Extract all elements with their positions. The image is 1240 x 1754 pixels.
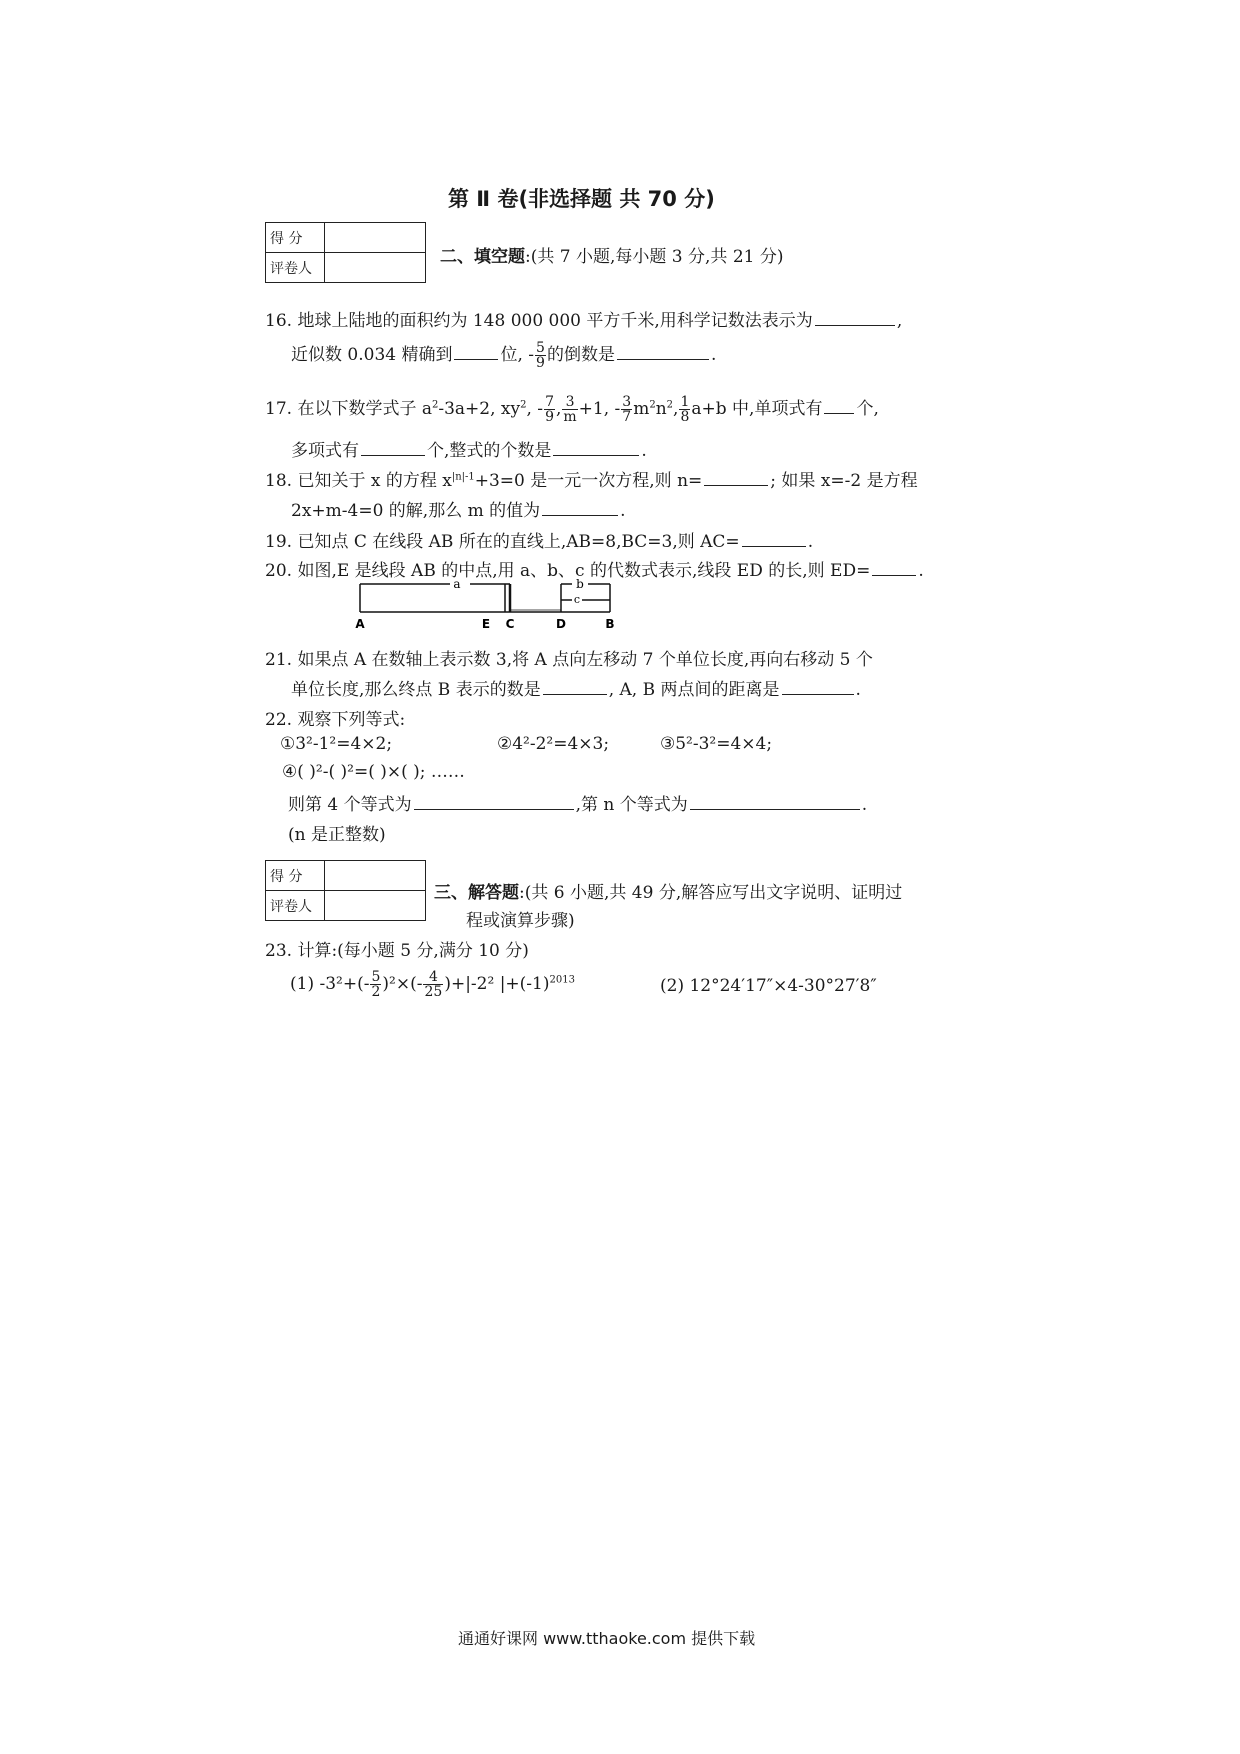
score-label: 得 分 [266, 861, 325, 891]
grader-cell [325, 891, 426, 921]
question-16-line-1: 16. 地球上陆地的面积约为 148 000 000 平方千米,用科学记数法表示为 , [265, 311, 903, 331]
footer-text: 通通好课网 www.tthaoke.com 提供下载 [458, 1629, 756, 1648]
label-a: a [453, 577, 461, 591]
answer-blank[interactable] [543, 679, 607, 695]
question-23: 23. 计算:(每小题 5 分,满分 10 分) [265, 941, 529, 961]
question-20: 20. 如图,E 是线段 AB 的中点,用 a、b、c 的代数式表示,线段 ED 的长,则 ED= . [265, 561, 924, 581]
answer-blank[interactable] [542, 500, 618, 516]
fraction: $\frac{3}{m}$ [563, 394, 577, 425]
question-21-line-1: 21. 如果点 A 在数轴上表示数 3,将 A 点向左移动 7 个单位长度,再向右移动 5 个 [265, 650, 873, 670]
point-c: C [505, 617, 515, 631]
score-box [265, 222, 426, 283]
fraction: $\frac{1}{8}$ [680, 394, 690, 425]
point-e: E [481, 617, 491, 631]
answer-blank[interactable] [704, 470, 768, 486]
label-c: c [573, 593, 581, 606]
question-23-part-2: (2) 12°24′17″×4-30°27′8″ [660, 976, 877, 996]
answer-blank[interactable] [553, 440, 639, 456]
question-17-line-1: 17. 在以下数学式子 $a^2-3a+2$, $xy^2$, - $\frac{7}{9}$ , $\frac{3}{m}$ +1, - $\frac{3}{7}$ $m^2n^2$, $\frac{1}{8}$ a+b 中,单项式有 个, [265, 394, 879, 425]
grader-cell [325, 253, 426, 283]
point-a: A [355, 617, 365, 631]
equation-2: ②4²-2²=4×3; [497, 734, 610, 754]
fraction: $\frac{3}{7}$ [622, 394, 632, 425]
point-b: B [605, 617, 615, 631]
section-heading-solve: 三、解答题:(共 6 小题,共 49 分,解答应写出文字说明、证明过 [434, 883, 903, 903]
answer-blank[interactable] [361, 440, 425, 456]
question-17-line-2: 多项式有 个,整式的个数是 . [291, 441, 647, 461]
answer-blank[interactable] [742, 531, 806, 547]
point-d: D [556, 617, 566, 631]
question-23-part-1: (1) -3²+(- $\frac{5}{2}$ )²×(- $\frac{4}{25}$ )+|-2² $|+(-1)^{2013}$ [290, 969, 575, 1000]
fraction: $\frac{4}{25}$ [424, 969, 443, 1000]
answer-blank[interactable] [872, 560, 916, 576]
answer-blank[interactable] [824, 398, 854, 414]
question-22-line-3: 则第 4 个等式为 ,第 n 个等式为 . [288, 795, 868, 815]
answer-blank[interactable] [815, 310, 895, 326]
grader-label: 评卷人 [266, 891, 325, 921]
question-22-note: (n 是正整数) [288, 825, 386, 845]
equation-4: ④( )²-( )²=( )×( ); …… [282, 762, 465, 782]
section-heading-solve-cont: 程或演算步骤) [466, 911, 575, 931]
page-title: 第 Ⅱ 卷(非选择题 共 70 分) [448, 187, 715, 211]
answer-blank[interactable] [617, 344, 709, 360]
fraction: $\frac{7}{9}$ [545, 394, 554, 425]
answer-blank[interactable] [782, 679, 854, 695]
question-18-line-1: 18. 已知关于 x 的方程 $x^{|n|-1}+3=0$ 是一元一次方程,则 n= ; 如果 x=-2 是方程 [265, 471, 918, 491]
label-b: b [576, 577, 584, 591]
question-22-line-1: 22. 观察下列等式: [265, 710, 406, 730]
score-cell [325, 861, 426, 891]
section-heading-fill-blank: 二、填空题:(共 7 小题,每小题 3 分,共 21 分) [440, 247, 784, 267]
fraction: $\frac{5}{2}$ [371, 969, 381, 1000]
question-16-line-2: 近似数 0.034 精确到 位, - $\frac{5}{9}$ 的倒数是 . [291, 340, 717, 371]
grader-label: 评卷人 [266, 253, 325, 283]
score-box [265, 860, 426, 921]
answer-blank[interactable] [414, 794, 574, 810]
question-19: 19. 已知点 C 在线段 AB 所在的直线上,AB=8,BC=3,则 AC= . [265, 532, 814, 552]
score-cell [325, 223, 426, 253]
equation-1: ①3²-1²=4×2; [280, 734, 393, 754]
question-21-line-2: 单位长度,那么终点 B 表示的数是 , A, B 两点间的距离是 . [291, 680, 861, 700]
segment-figure [350, 576, 620, 632]
question-18-line-2: 2x+m-4=0 的解,那么 m 的值为 . [291, 501, 626, 521]
fraction: $\frac{5}{9}$ [536, 340, 545, 371]
equation-3: ③5²-3²=4×4; [660, 734, 773, 754]
answer-blank[interactable] [690, 794, 860, 810]
score-label: 得 分 [266, 223, 325, 253]
answer-blank[interactable] [454, 344, 498, 360]
